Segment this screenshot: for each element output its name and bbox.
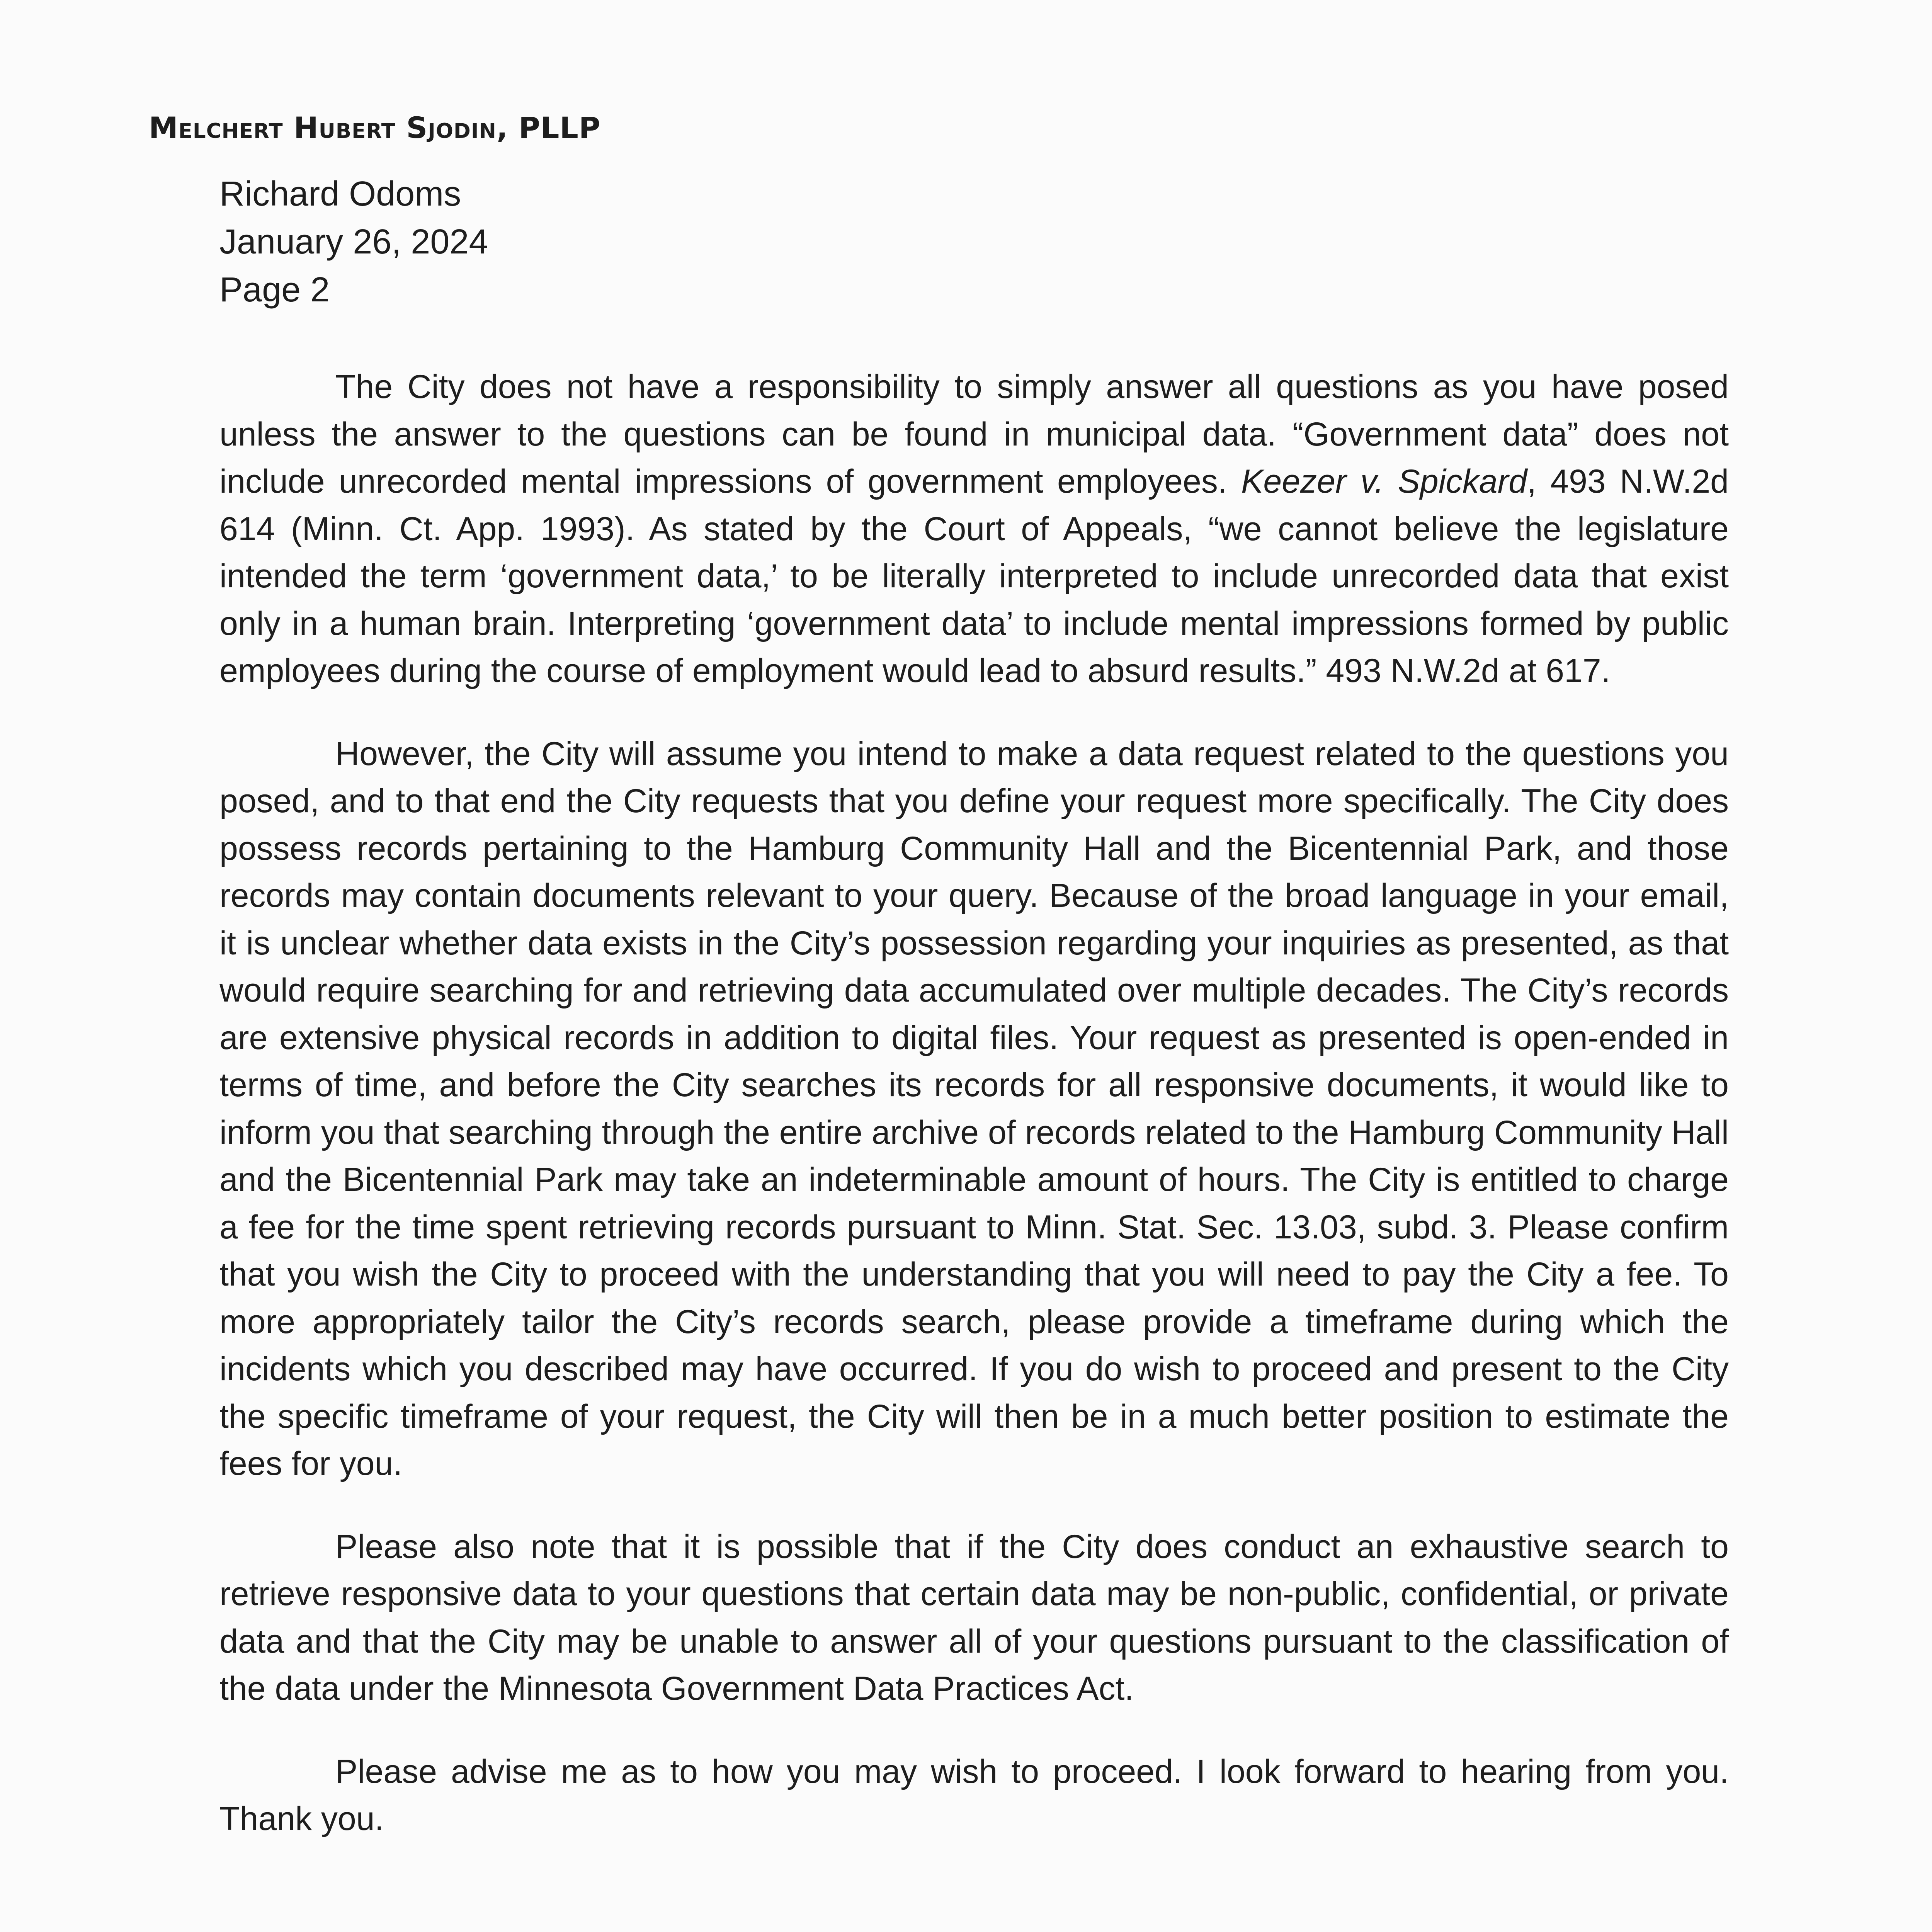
paragraph-2: However, the City will assume you intend to make a data request related to the questions you posed, and to that end the City requests that you define your request more specifically. The City does possess records pertaining to the Hamburg Community Hall and the Bicentennial Park, and those records may contain documents relevant to your query. Because of the broad language in your email, it is unclear whether data exists in the City’s possession regarding your inquiries as presented, as that would require searching for and retrieving data accumulated over multiple decades. The City’s records are extensive physical records in addition to digital files. Your request as presented is open-ended in terms of time, and before the City searches its records for all responsive documents, it would like to inform you that searching through the entire archive of records related to the Hamburg Community Hall and the Bicentennial Park may take an indeterminable amount of hours. The City is entitled to charge a fee for the time spent retrieving records pursuant to Minn. Stat. Sec. 13.03, subd. 3. Please confirm that you wish the City to proceed with the understanding that you will need to pay the City a fee. To more appropriately tailor the City’s records search, please provide a timeframe during which the incidents which you described may have occurred. If you do wish to proceed and present to the City the specific timeframe of your request, the City will then be in a much better position to estimate the fees for you.: [219, 735, 1729, 1482]
letter-header: [219, 170, 488, 314]
letter-body: [219, 363, 1729, 1843]
letter-date: January 26, 2024: [219, 223, 488, 261]
page-number: Page 2: [219, 270, 330, 309]
recipient-name: Richard Odoms: [219, 175, 461, 213]
paragraph-1: [219, 363, 1729, 695]
firm-letterhead: Melchert Hubert Sjodin, PLLP: [149, 111, 601, 145]
paragraph-4: Please advise me as to how you may wish to proceed. I look forward to hearing from you. Thank you.: [219, 1753, 1729, 1837]
case-citation: Keezer v. Spickard: [1241, 463, 1527, 500]
paragraph-1-text-b: , 493 N.W.2d 614 (Minn. Ct. App. 1993). As stated by the Court of Appeals, “we cannot believe the legislature intended the term ‘government data,’ to be literally interpreted to include unrecorded data that exist only in a human brain. Interpreting ‘government data’ to include mental impressions formed by public employees during the course of employment would lead to absurd results.” 493 N.W.2d at 617.: [219, 463, 1729, 689]
paragraph-1-text-a: The City does not have a responsibility to simply answer all questions as you have posed unless the answer to the questions can be found in municipal data. “Government data” does not include unrecorded mental impressions of government employees.: [219, 368, 1729, 500]
paragraph-3: Please also note that it is possible that if the City does conduct an exhaustive search to retrieve responsive data to your questions that certain data may be non-public, confidential, or private data and that the City may be unable to answer all of your questions pursuant to the classification of the data under the Minnesota Government Data Practices Act.: [219, 1528, 1729, 1707]
